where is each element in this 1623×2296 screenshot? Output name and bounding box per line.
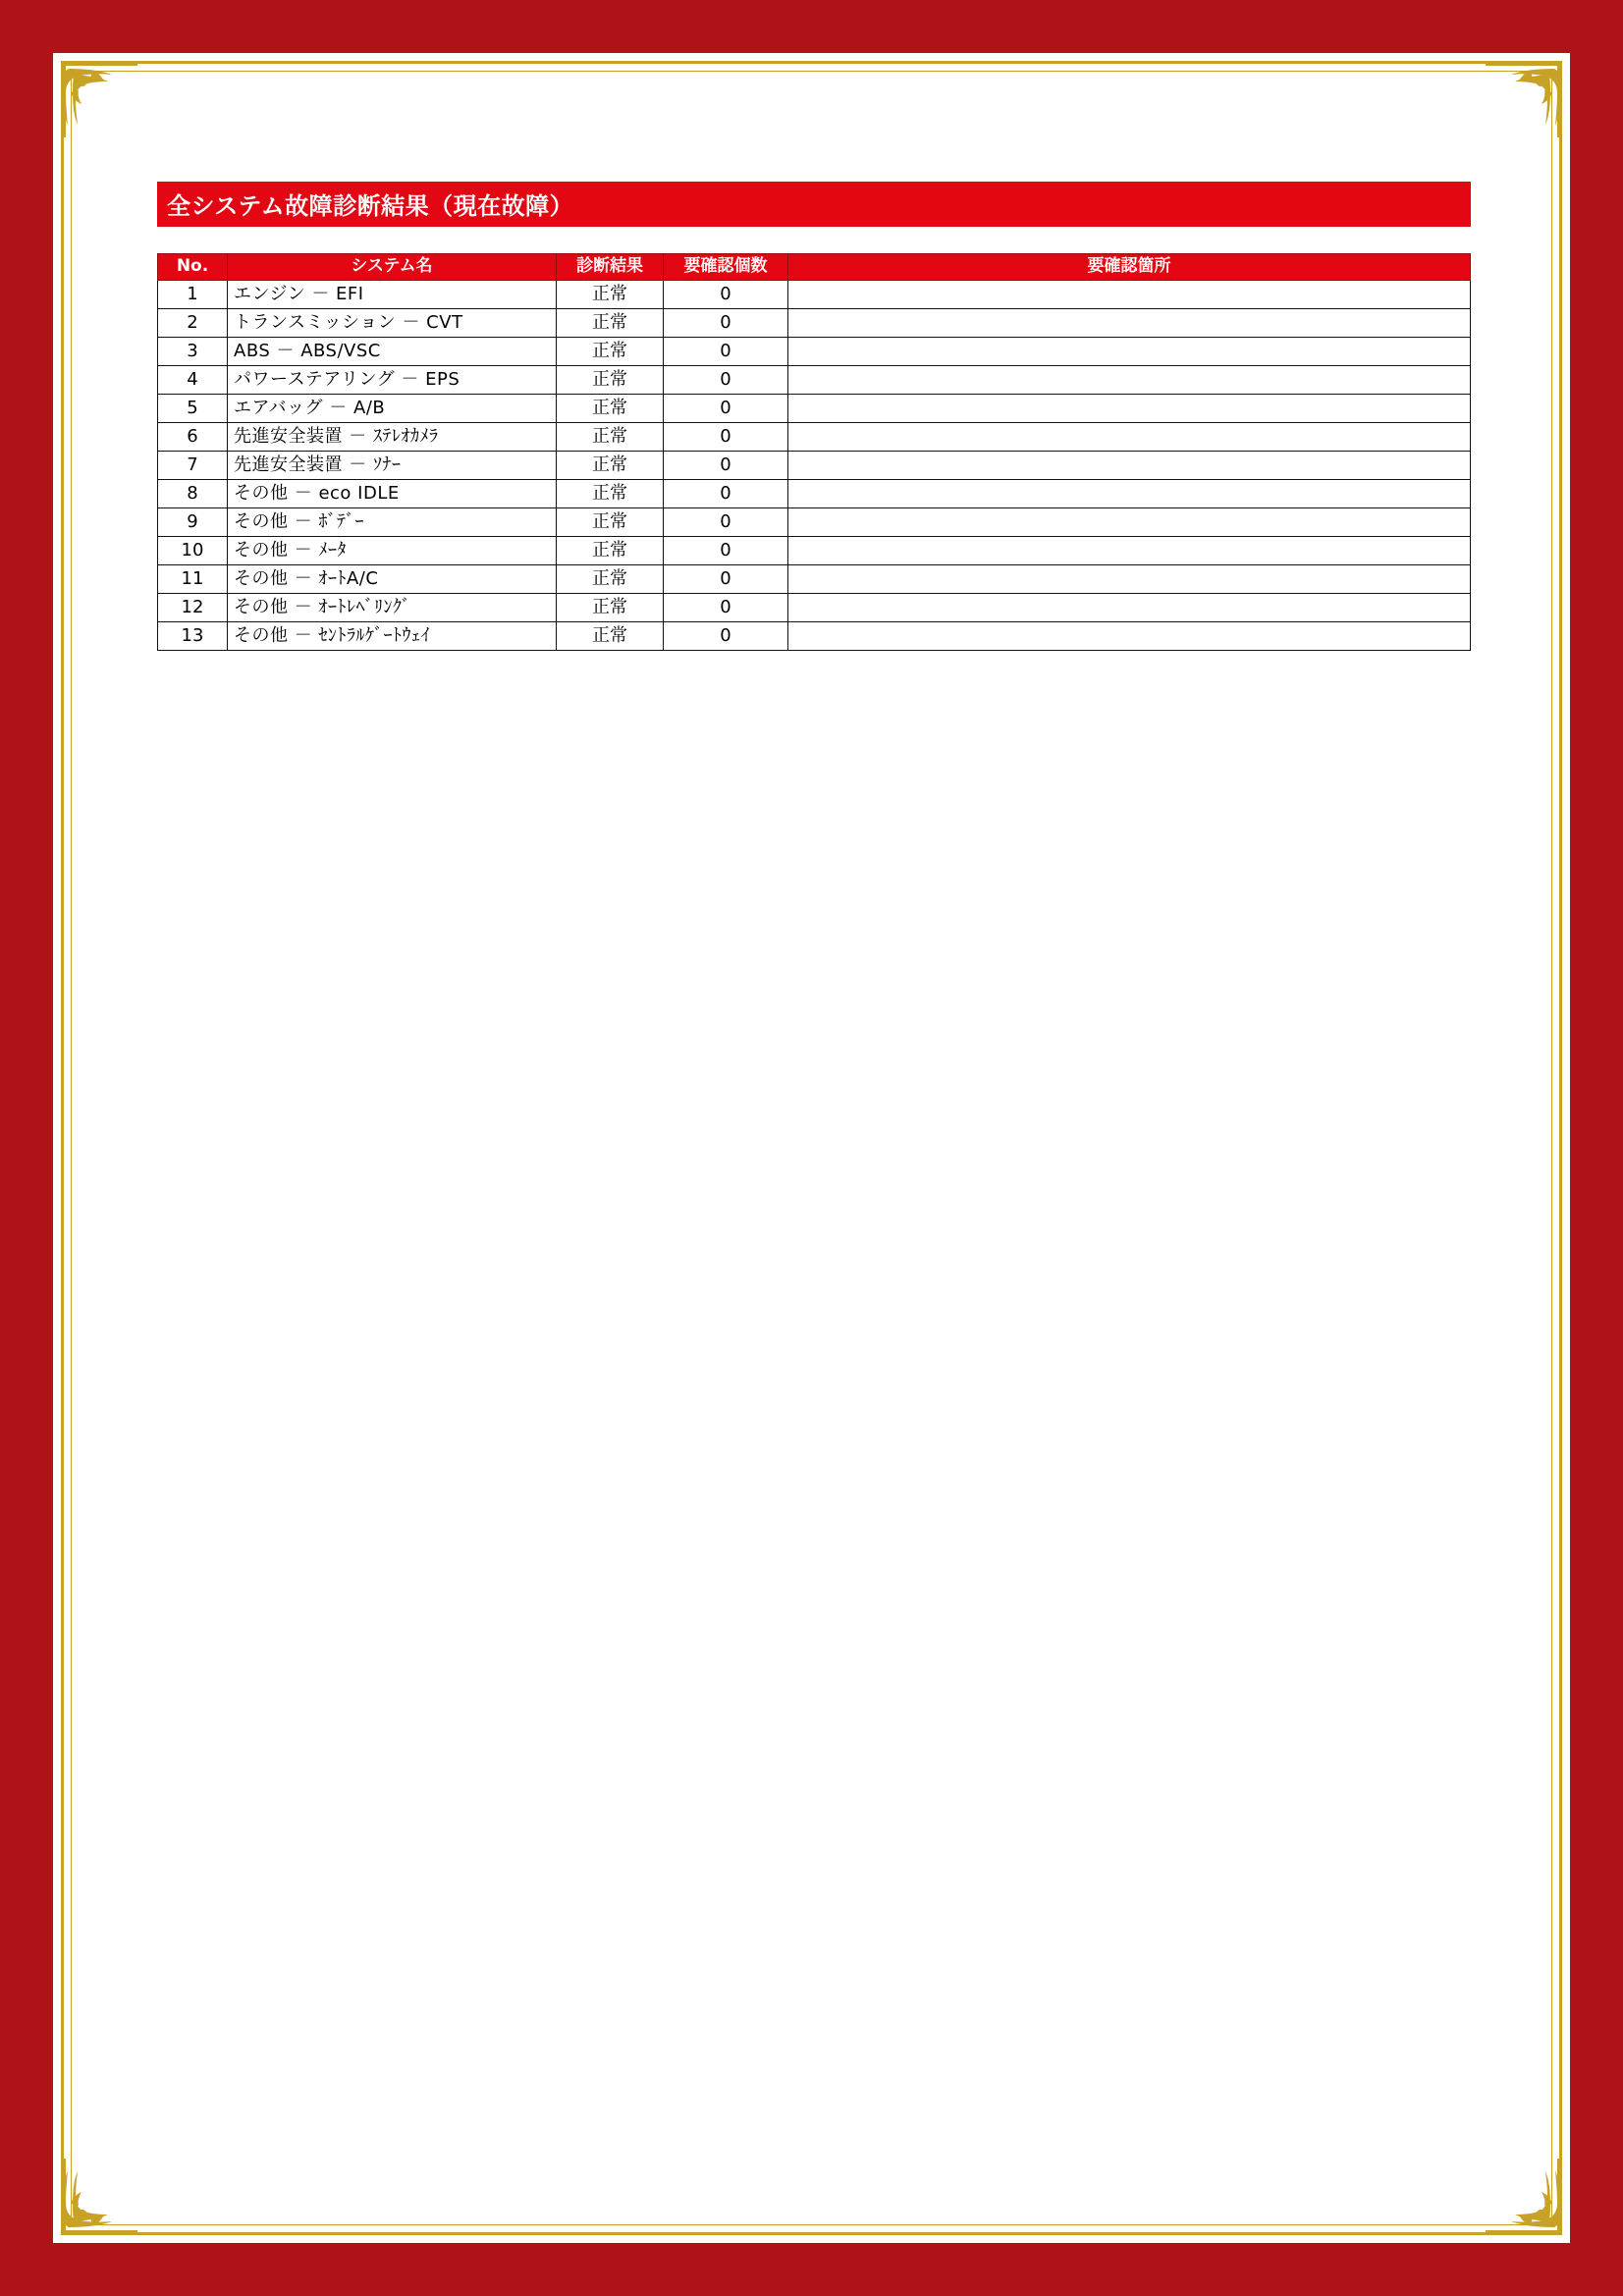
cell-no: 9: [158, 507, 228, 536]
cell-system: 先進安全装置 － ｽﾃﾚｵｶﾒﾗ: [228, 422, 557, 451]
header-location: 要確認箇所: [788, 254, 1471, 281]
cell-result: 正常: [557, 394, 664, 422]
cell-count: 0: [664, 280, 788, 308]
table-row: [158, 280, 1471, 308]
diagnostics-table: [157, 253, 1471, 651]
cell-location: [788, 451, 1471, 479]
table-row: [158, 479, 1471, 507]
cell-result: 正常: [557, 337, 664, 365]
table-row: [158, 422, 1471, 451]
cell-no: 6: [158, 422, 228, 451]
cell-no: 11: [158, 564, 228, 593]
table-row: [158, 564, 1471, 593]
cell-count: 0: [664, 536, 788, 564]
cell-location: [788, 337, 1471, 365]
cell-count: 0: [664, 394, 788, 422]
cell-no: 5: [158, 394, 228, 422]
cell-location: [788, 507, 1471, 536]
cell-count: 0: [664, 308, 788, 337]
cell-count: 0: [664, 451, 788, 479]
cell-system: エアバッグ － A/B: [228, 394, 557, 422]
cell-result: 正常: [557, 479, 664, 507]
cell-no: 7: [158, 451, 228, 479]
cell-count: 0: [664, 564, 788, 593]
header-count: 要確認個数: [664, 254, 788, 281]
cell-count: 0: [664, 479, 788, 507]
cell-result: 正常: [557, 422, 664, 451]
cell-system: トランスミッション － CVT: [228, 308, 557, 337]
table-row: [158, 308, 1471, 337]
cell-no: 13: [158, 621, 228, 650]
cell-result: 正常: [557, 564, 664, 593]
cell-location: [788, 422, 1471, 451]
cell-location: [788, 593, 1471, 621]
cell-no: 8: [158, 479, 228, 507]
table-body: [158, 280, 1471, 650]
cell-system: その他 － ｾﾝﾄﾗﾙｹﾞｰﾄｳｪｲ: [228, 621, 557, 650]
cell-count: 0: [664, 507, 788, 536]
cell-location: [788, 394, 1471, 422]
cell-system: パワーステアリング － EPS: [228, 365, 557, 394]
cell-no: 4: [158, 365, 228, 394]
cell-system: その他 － ﾒｰﾀ: [228, 536, 557, 564]
cell-count: 0: [664, 365, 788, 394]
table-header-row: [158, 254, 1471, 281]
cell-result: 正常: [557, 536, 664, 564]
cell-result: 正常: [557, 451, 664, 479]
cell-result: 正常: [557, 507, 664, 536]
cell-result: 正常: [557, 280, 664, 308]
cell-result: 正常: [557, 593, 664, 621]
table-row: [158, 394, 1471, 422]
cell-no: 12: [158, 593, 228, 621]
cell-no: 1: [158, 280, 228, 308]
table-row: [158, 365, 1471, 394]
cell-count: 0: [664, 621, 788, 650]
table-row: [158, 451, 1471, 479]
cell-location: [788, 536, 1471, 564]
cell-location: [788, 479, 1471, 507]
cell-result: 正常: [557, 365, 664, 394]
report-content: [157, 182, 1537, 651]
cell-count: 0: [664, 422, 788, 451]
cell-system: その他 － ｵｰﾄﾚﾍﾞﾘﾝｸﾞ: [228, 593, 557, 621]
cell-location: [788, 621, 1471, 650]
cell-result: 正常: [557, 621, 664, 650]
page-title: 全システム故障診断結果（現在故障）: [157, 182, 1471, 227]
cell-system: その他 － eco IDLE: [228, 479, 557, 507]
cell-count: 0: [664, 593, 788, 621]
header-result: 診断結果: [557, 254, 664, 281]
header-system: システム名: [228, 254, 557, 281]
cell-location: [788, 308, 1471, 337]
cell-system: その他 － ｵｰﾄA/C: [228, 564, 557, 593]
cell-system: その他 － ﾎﾞﾃﾞｰ: [228, 507, 557, 536]
cell-no: 2: [158, 308, 228, 337]
table-row: [158, 621, 1471, 650]
cell-no: 3: [158, 337, 228, 365]
cell-no: 10: [158, 536, 228, 564]
cell-count: 0: [664, 337, 788, 365]
table-row: [158, 593, 1471, 621]
table-row: [158, 337, 1471, 365]
header-no: No.: [158, 254, 228, 281]
cell-system: 先進安全装置 － ｿﾅｰ: [228, 451, 557, 479]
cell-result: 正常: [557, 308, 664, 337]
cell-location: [788, 365, 1471, 394]
cell-system: ABS － ABS/VSC: [228, 337, 557, 365]
cell-location: [788, 564, 1471, 593]
table-row: [158, 507, 1471, 536]
table-row: [158, 536, 1471, 564]
cell-system: エンジン － EFI: [228, 280, 557, 308]
cell-location: [788, 280, 1471, 308]
